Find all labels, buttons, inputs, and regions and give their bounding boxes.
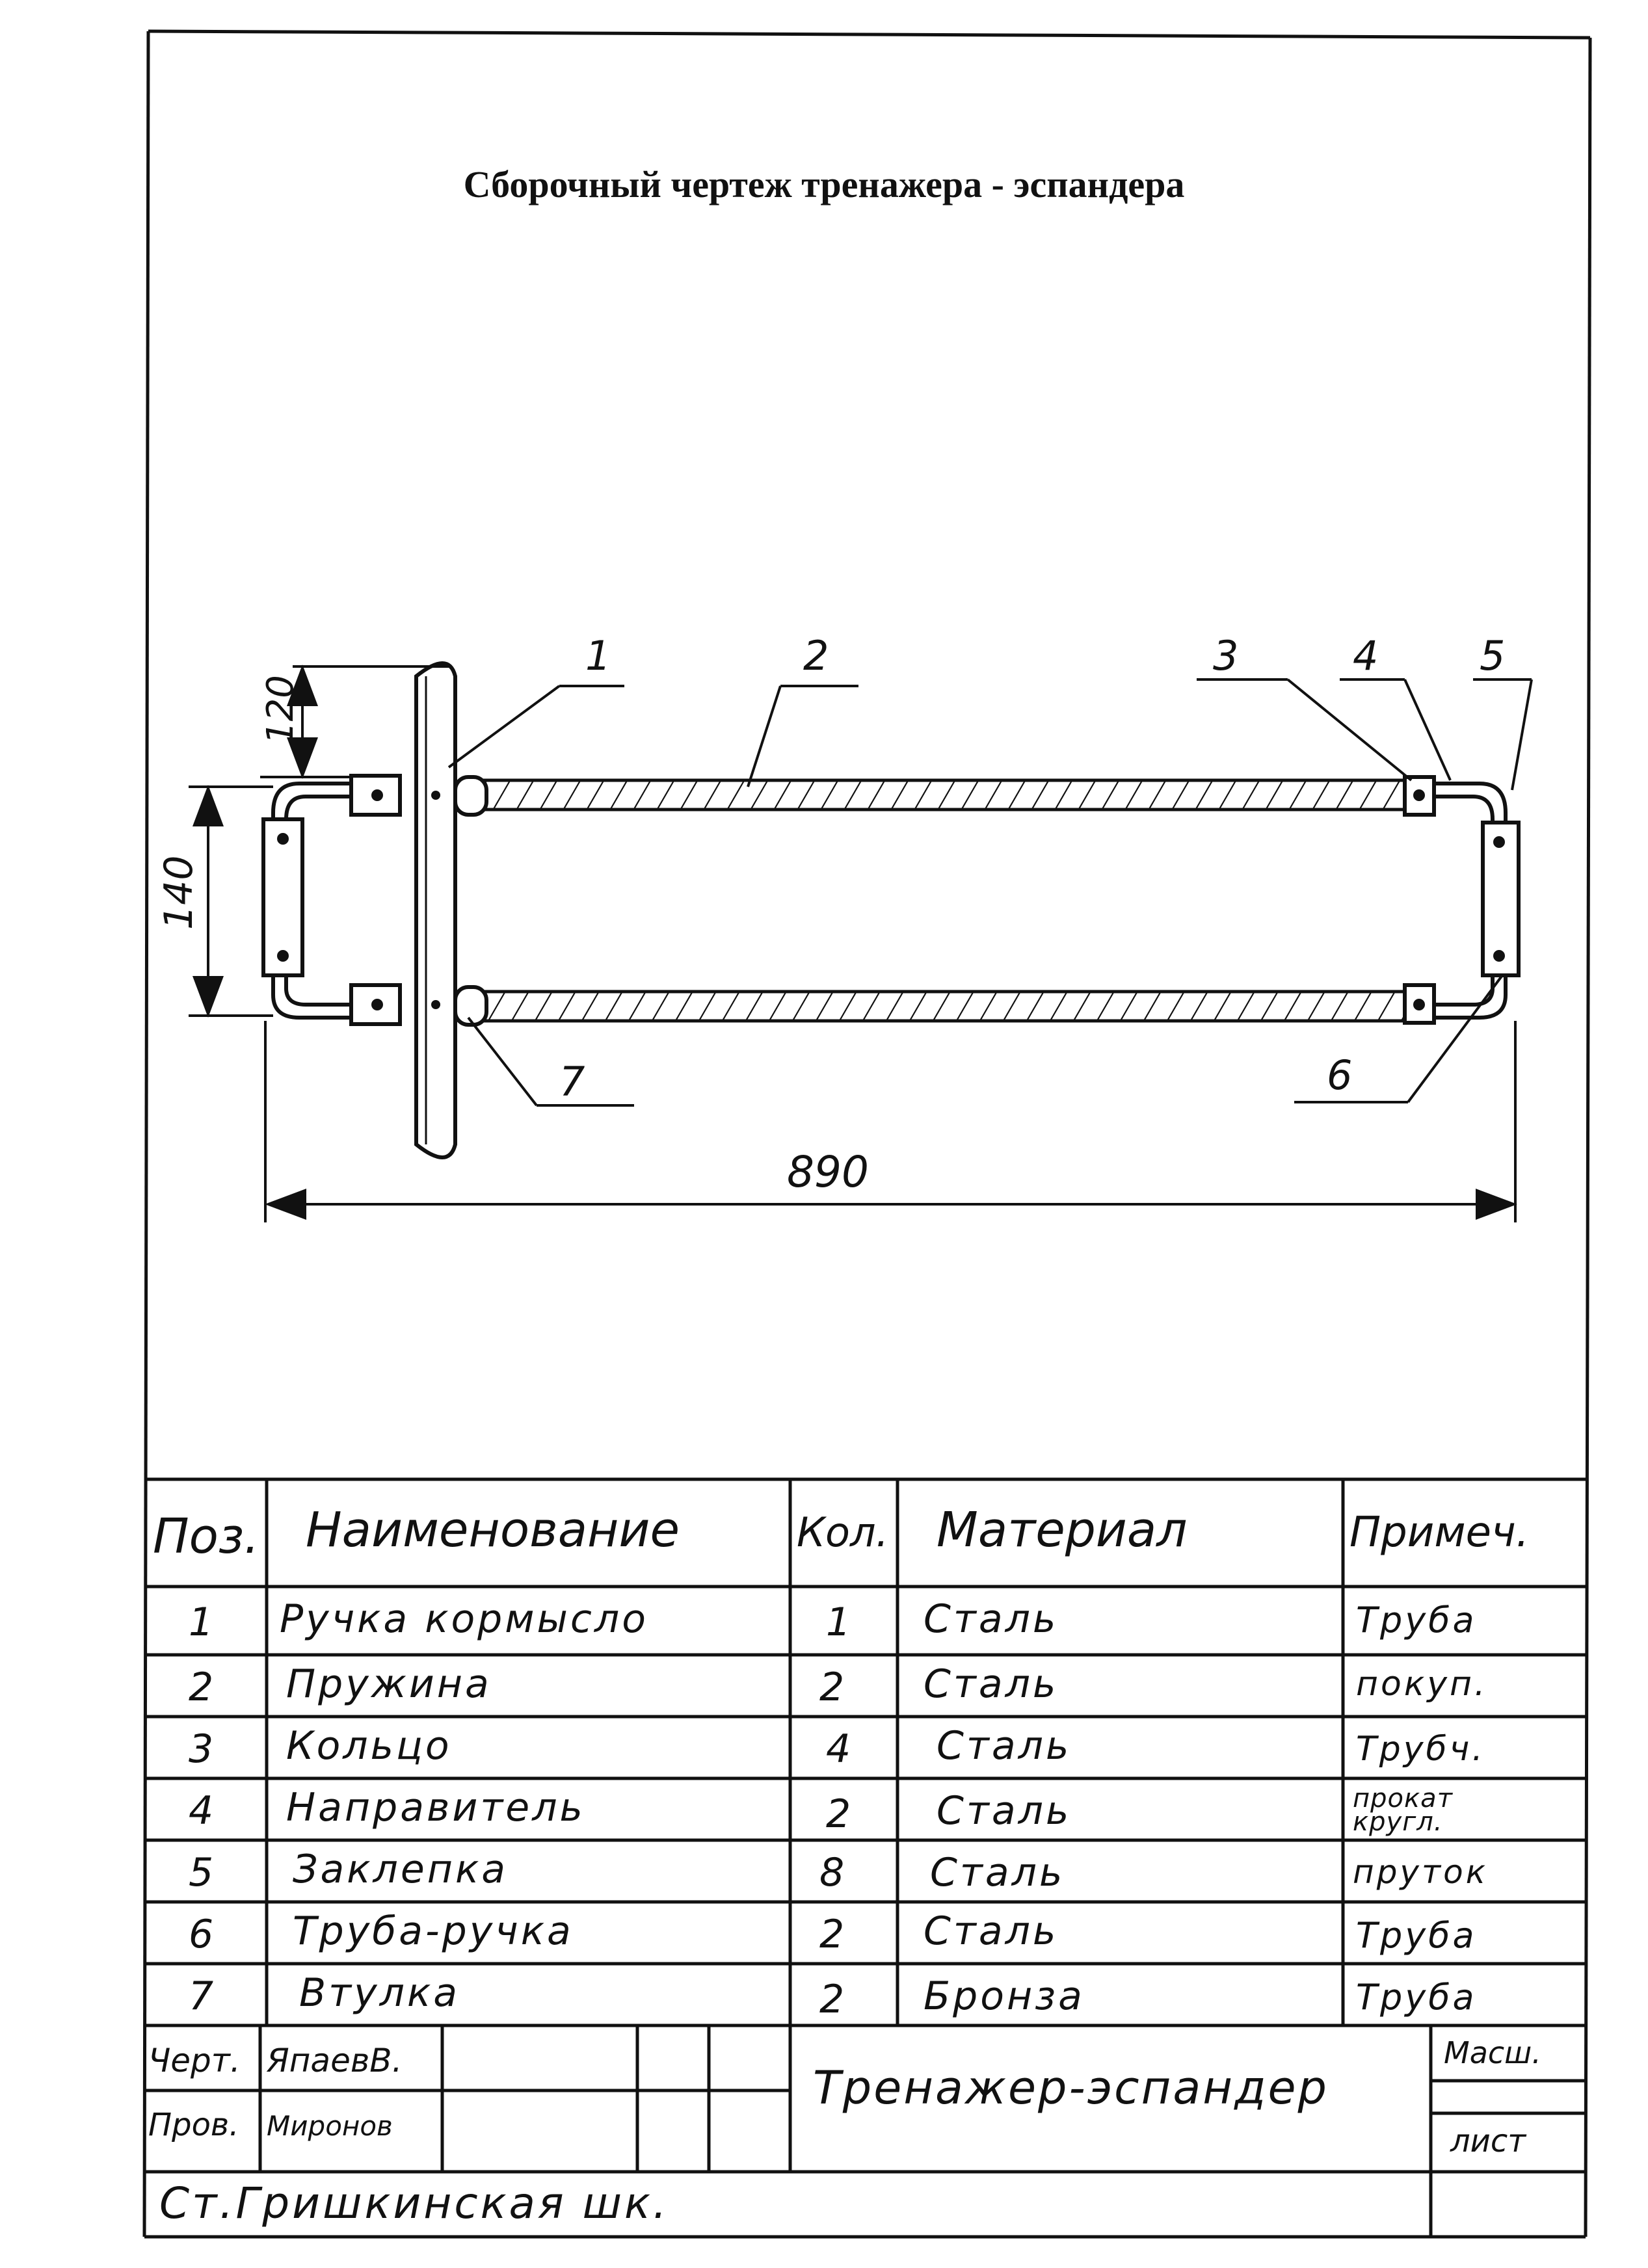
row-3-qty: 4 (826, 1726, 854, 1772)
row-1-pos: 1 (189, 1600, 217, 1645)
row-1-material: Сталь (924, 1596, 1059, 1642)
callout-5: 5 (1480, 632, 1506, 679)
row-5-pos: 5 (189, 1850, 217, 1895)
row-7-note: Труба (1356, 1977, 1477, 2018)
row-5-name: Заклепка (293, 1847, 508, 1892)
header-qty: Кол. (797, 1509, 889, 1556)
row-2-qty: 2 (819, 1665, 847, 1710)
row-2-note: покуп. (1356, 1665, 1488, 1704)
sheet-label: лист (1450, 2123, 1526, 2159)
drawing-title: Сборочный чертеж тренажера - эспандера (463, 163, 1185, 205)
row-3-material: Сталь (937, 1723, 1072, 1769)
callout-7: 7 (559, 1058, 585, 1105)
row-7-pos: 7 (189, 1973, 217, 2019)
header-note: Примеч. (1349, 1509, 1530, 1557)
row-1-qty: 1 (826, 1600, 854, 1645)
sheet-frame (144, 31, 1590, 2237)
header-name: Наименование (306, 1502, 680, 1558)
spring-top (485, 780, 1408, 810)
row-3-note: Трубч. (1356, 1730, 1485, 1769)
dimension-lines (189, 666, 1515, 1222)
header-material: Материал (937, 1502, 1188, 1558)
callout-2: 2 (803, 632, 829, 679)
row-4-qty: 2 (826, 1791, 854, 1837)
row-6-note: Труба (1356, 1915, 1477, 1956)
callout-4: 4 (1353, 632, 1379, 679)
row-7-name: Втулка (299, 1970, 460, 2016)
checked-label: Пров. (148, 2107, 239, 2143)
callout-leaders (449, 679, 1532, 1105)
product-name: Тренажер-эспандер (813, 2061, 1329, 2115)
school-name: Ст.Гришкинская шк. (159, 2178, 669, 2228)
dim-140: 140 (156, 855, 202, 930)
row-4-name: Направитель (286, 1785, 585, 1830)
left-guide-frame (263, 776, 400, 1024)
row-4-pos: 4 (189, 1788, 217, 1834)
right-guide-frame (1405, 777, 1519, 1023)
drawn-by: ЯпаевВ. (267, 2042, 403, 2079)
spring-bottom (485, 992, 1408, 1021)
callout-1: 1 (585, 632, 611, 679)
row-1-note: Труба (1356, 1600, 1477, 1641)
scale-label: Масш. (1444, 2035, 1541, 2070)
row-5-material: Сталь (930, 1850, 1065, 1895)
row-2-pos: 2 (189, 1665, 217, 1710)
row-6-name: Труба-ручка (293, 1908, 574, 1954)
row-4-note: прокат кругл. (1353, 1784, 1453, 1837)
drawn-label: Черт. (148, 2042, 241, 2079)
row-5-qty: 8 (819, 1850, 847, 1895)
row-2-name: Пружина (286, 1661, 492, 1707)
row-1-name: Ручка кормысло (280, 1596, 648, 1642)
row-6-material: Сталь (924, 1908, 1059, 1954)
row-2-material: Сталь (924, 1661, 1059, 1707)
callout-6: 6 (1327, 1051, 1353, 1099)
dim-120: 120 (259, 675, 302, 745)
dim-890: 890 (787, 1147, 869, 1197)
row-3-pos: 3 (189, 1726, 217, 1772)
row-4-material: Сталь (937, 1788, 1072, 1834)
header-pos: Поз. (153, 1509, 259, 1564)
row-5-note: пруток (1353, 1853, 1488, 1891)
handle-bar-part-1 (416, 663, 455, 1157)
checked-by: Миронов (267, 2110, 393, 2142)
row-7-material: Бронза (924, 1973, 1085, 2019)
callout-3: 3 (1213, 632, 1239, 679)
bushing-top (455, 777, 486, 815)
row-7-qty: 2 (819, 1977, 847, 2022)
row-6-pos: 6 (189, 1912, 217, 1957)
row-6-qty: 2 (819, 1912, 847, 1957)
row-3-name: Кольцо (286, 1723, 452, 1769)
